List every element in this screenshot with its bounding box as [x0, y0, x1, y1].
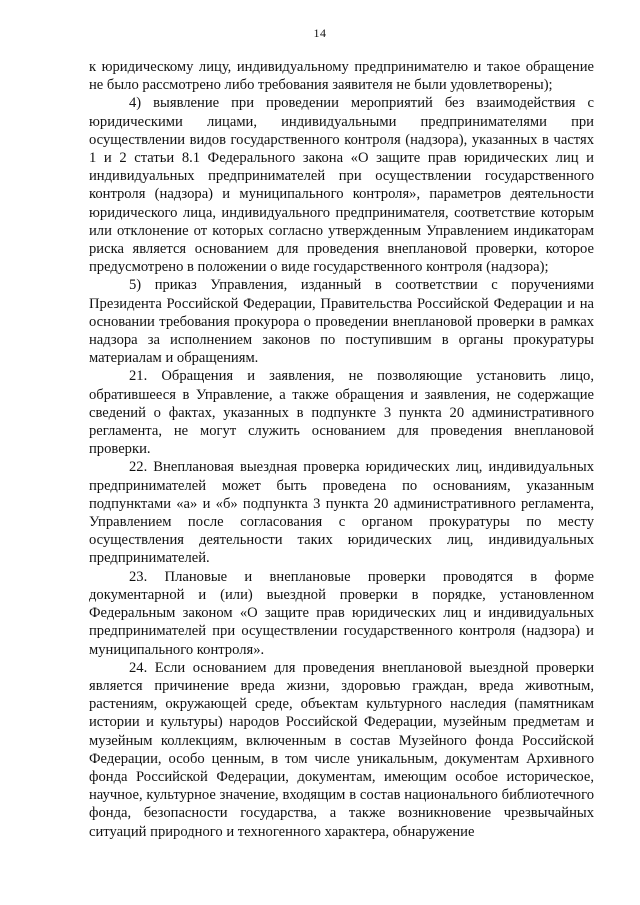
paragraph-22: 22. Внеплановая выездная проверка юридических лиц, индивидуальных предпринимателей может быть проведена по основаниям, указанным подпунктами «а» и «б» подпункта 3 пункта 20 административного регламента, Управлением после согласования с органом прокуратуры по месту осуществления деятельности таких юридических лиц, индивидуальных предпринимателей.	[89, 459, 594, 567]
document-body	[89, 58, 594, 841]
paragraph-continuation: к юридическому лицу, индивидуальному предпринимателю и такое обращение не было рассмотрено либо требования заявителя не были удовлетворены);	[89, 59, 594, 94]
page-number: 14	[313, 26, 327, 40]
paragraph-item-5: 5) приказ Управления, изданный в соответствии с поручениями Президента Российской Федерации, Правительства Российской Федерации и на основании требования прокурора о проведении внеплановой проверки в рамках надзора за исполнением законов по поступившим в органы прокуратуры материалам и обращениям.	[89, 277, 594, 367]
paragraph-23: 23. Плановые и внеплановые проверки проводятся в форме документарной и (или) выездной проверки в порядке, установленном Федеральным законом «О защите прав юридических лиц и индивидуальных предпринимателей при осуществлении государственного контроля (надзора) и муниципального контроля».	[89, 568, 594, 658]
paragraph-21: 21. Обращения и заявления, не позволяющие установить лицо, обратившееся в Управление, а также обращения и заявления, не содержащие сведений о фактах, указанных в подпункте 3 пункта 20 административного регламента, не могут служить основанием для проведения внеплановой проверки.	[89, 368, 594, 458]
paragraph-24: 24. Если основанием для проведения внеплановой выездной проверки является причинение вреда жизни, здоровью граждан, вреда животным, растениям, окружающей среде, объектам культурного наследия (памятникам истории и культуры) народов Российской Федерации, музейным предметам и музейным коллекциям, включенным в состав Музейного фонда Российской Федерации, особо ценным, в том числе уникальным, документам Архивного фонда Российской Федерации, документам, имеющим особое историческое, научное, культурное значение, входящим в состав национального библиотечного фонда, безопасности государства, а также возникновение чрезвычайных ситуаций природного и техногенного характера, обнаружение	[89, 659, 594, 840]
paragraph-item-4: 4) выявление при проведении мероприятий без взаимодействия с юридическими лицами, индивидуальными предпринимателями при осуществлении видов государственного контроля (надзора), указанных в частях 1 и 2 статьи 8.1 Федерального закона «О защите прав юридических лиц и индивидуальных предпринимателей при осуществлении государственного контроля (надзора) и муниципального контроля», параметров деятельности юридического лица, индивидуального предпринимателя, соответствие которым или отклонение от которых согласно утвержденным Управлением индикаторам риска является основанием для проведения внеплановой проверки, которое предусмотрено в положении о виде государственного контроля (надзора);	[89, 95, 594, 276]
